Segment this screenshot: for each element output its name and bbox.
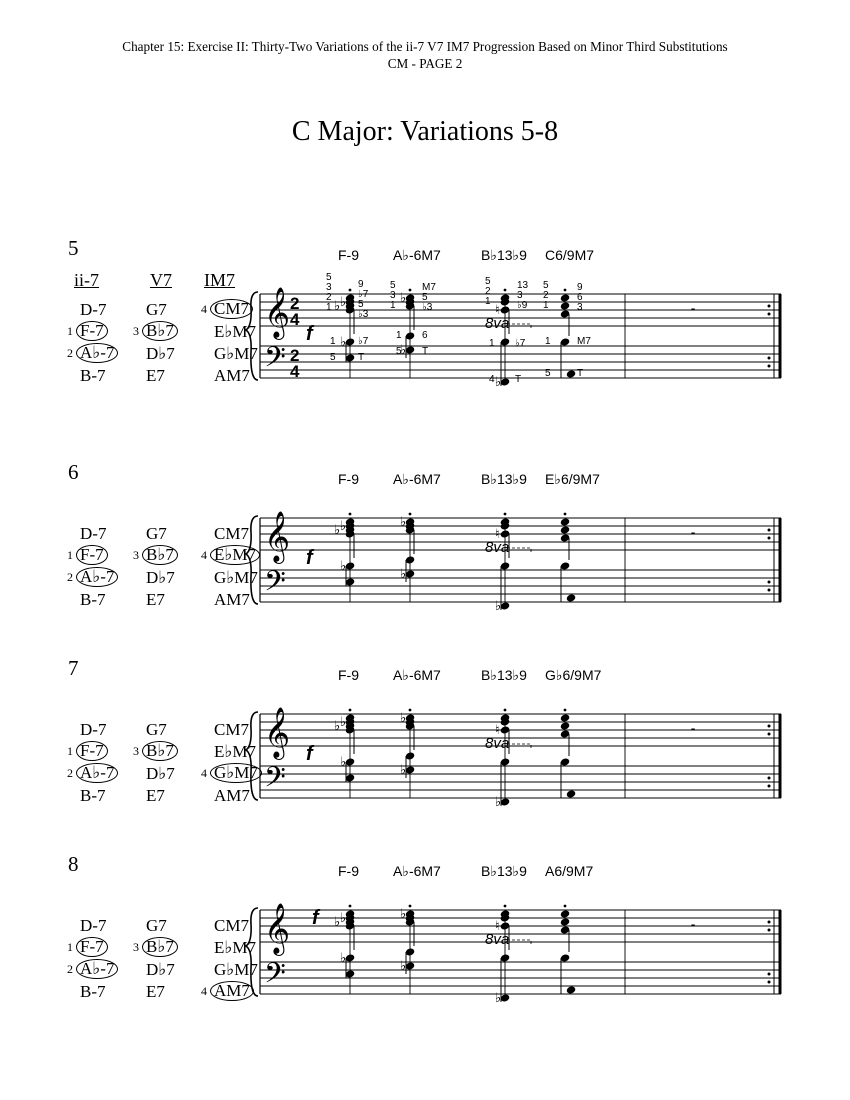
fingering-number: 1 xyxy=(545,336,551,347)
chord-tone-label: M7 xyxy=(577,336,591,347)
progression-cell: B-7 xyxy=(80,366,106,385)
fingering-number: 5 xyxy=(390,280,396,291)
notehead xyxy=(560,517,571,526)
progression-cell: B-7 xyxy=(80,786,106,805)
staccato-dot xyxy=(504,709,507,712)
chord-tone-label: ♭3 xyxy=(358,309,369,320)
progression-cell: D-7 xyxy=(80,720,107,739)
progression-cell: F-7 xyxy=(76,321,108,341)
progression-cell: G♭M7 xyxy=(214,960,258,979)
repeat-dot xyxy=(768,777,771,780)
chord-symbol: A♭-6M7 xyxy=(393,247,441,263)
time-signature-bottom: 4 xyxy=(290,362,300,381)
fingering-number: 5 xyxy=(545,368,551,379)
repeat-dot xyxy=(768,313,771,316)
repeat-dot xyxy=(768,929,771,932)
chord-tone-label: ♭7 xyxy=(358,289,369,300)
substitution-order-number: 4 xyxy=(201,766,207,780)
accidental: ♭ xyxy=(495,374,502,389)
ottava-marking: 8va xyxy=(485,931,510,948)
accidental: ♭ xyxy=(334,522,341,537)
fingering-number: 1 xyxy=(330,336,336,347)
repeat-dot xyxy=(768,973,771,976)
notehead xyxy=(566,593,577,602)
fingering-number: 5 xyxy=(326,272,332,283)
chord-symbol: B♭13♭9 xyxy=(481,247,527,263)
progression-cell: E7 xyxy=(146,982,165,1001)
substitution-order-number: 2 xyxy=(67,766,73,780)
progression-cell: E7 xyxy=(146,786,165,805)
dynamic-forte: f xyxy=(306,547,313,569)
accidental: ♭ xyxy=(334,298,341,313)
accidental: ♭ xyxy=(495,794,502,809)
progression-cell: G♭M7 xyxy=(210,763,262,783)
dynamic-forte: f xyxy=(312,907,319,929)
repeat-dot xyxy=(768,921,771,924)
grand-staff xyxy=(250,852,790,1022)
chord-symbol: F-9 xyxy=(338,667,359,683)
staccato-dot xyxy=(349,513,352,516)
accidental: ♭ xyxy=(400,906,407,921)
page-title: C Major: Variations 5-8 xyxy=(291,116,559,147)
ottava-marking: 8va xyxy=(485,539,510,556)
variation-number: 6 xyxy=(68,460,79,484)
accidental: ♭ xyxy=(334,718,341,733)
accidental: ♭ xyxy=(400,342,407,357)
accidental: ♭ xyxy=(400,514,407,529)
progression-cell: E♭M7 xyxy=(214,742,257,761)
chord-symbol: A6/9M7 xyxy=(545,863,594,879)
fingering-number: 4 xyxy=(489,374,495,385)
chord-symbol: F-9 xyxy=(338,863,359,879)
repeat-dot xyxy=(768,357,771,360)
accidental: ♭ xyxy=(340,518,347,533)
ottava-marking: 8va xyxy=(485,315,510,332)
accidental: ♭ xyxy=(340,714,347,729)
chord-symbol: B♭13♭9 xyxy=(481,863,527,879)
staccato-dot xyxy=(564,905,567,908)
progression-cell: AM7 xyxy=(214,590,250,609)
half-rest-icon: 𝄼 xyxy=(690,723,697,740)
substitution-order-number: 3 xyxy=(133,940,139,954)
substitution-order-number: 2 xyxy=(67,346,73,360)
chord-symbol: G♭6/9M7 xyxy=(545,667,602,683)
progression-cell: G♭M7 xyxy=(214,344,258,363)
accidental: ♭ xyxy=(400,710,407,725)
chord-symbol: A♭-6M7 xyxy=(393,863,441,879)
column-header: V7 xyxy=(150,270,172,290)
progression-cell: E7 xyxy=(146,590,165,609)
fingering-number: 5 xyxy=(485,276,491,287)
staccato-dot xyxy=(409,513,412,516)
chord-tone-label: 3 xyxy=(577,302,583,313)
chord-symbol: B♭13♭9 xyxy=(481,471,527,487)
progression-cell: CM7 xyxy=(214,524,249,543)
progression-cell: D-7 xyxy=(80,300,107,319)
repeat-dot xyxy=(768,581,771,584)
repeat-dot xyxy=(768,785,771,788)
progression-cell: B♭7 xyxy=(142,741,178,761)
progression-cell: E♭M7 xyxy=(214,322,257,341)
notehead xyxy=(560,917,571,926)
variation-number: 7 xyxy=(68,656,79,680)
substitution-order-number: 1 xyxy=(67,548,73,562)
chord-symbol: A♭-6M7 xyxy=(393,667,441,683)
staccato-dot xyxy=(564,709,567,712)
accidental: ♮ xyxy=(495,722,500,737)
accidental: ♮ xyxy=(495,918,500,933)
fingering-number: 1 xyxy=(390,300,396,311)
notehead xyxy=(566,789,577,798)
progression-cell: B-7 xyxy=(80,590,106,609)
notehead xyxy=(560,909,571,918)
fingering-number: 1 xyxy=(543,300,549,311)
progression-cell: D♭7 xyxy=(146,960,175,979)
staccato-dot xyxy=(504,289,507,292)
repeat-dot xyxy=(768,725,771,728)
chord-tone-label: 5 xyxy=(422,292,428,303)
notehead xyxy=(560,721,571,730)
progression-cell: A♭-7 xyxy=(76,567,118,587)
accidental: ♭ xyxy=(400,762,407,777)
treble-clef-icon: 𝄞 xyxy=(264,708,291,757)
fingering-number: 2 xyxy=(326,292,332,303)
progression-cell: B♭7 xyxy=(142,321,178,341)
repeat-dot xyxy=(768,365,771,368)
progression-cell: B♭7 xyxy=(142,545,178,565)
notehead xyxy=(566,985,577,994)
staccato-dot xyxy=(409,289,412,292)
progression-cell: G7 xyxy=(146,524,167,543)
substitution-order-number: 4 xyxy=(201,984,207,998)
chord-tone-label: T xyxy=(422,346,429,357)
progression-cell: G7 xyxy=(146,300,167,319)
substitution-order-number: 1 xyxy=(67,324,73,338)
progression-cell: D♭7 xyxy=(146,344,175,363)
fingering-number: 3 xyxy=(390,290,396,301)
progression-cell: D-7 xyxy=(80,524,107,543)
half-rest-icon: 𝄼 xyxy=(690,919,697,936)
chord-tone-label: 13 xyxy=(517,280,529,291)
repeat-dot xyxy=(768,305,771,308)
repeat-dot xyxy=(768,589,771,592)
progression-cell: A♭-7 xyxy=(76,343,118,363)
progression-cell: F-7 xyxy=(76,937,108,957)
bass-clef-icon: 𝄢 xyxy=(264,566,286,604)
progression-cell: G7 xyxy=(146,720,167,739)
repeat-dot xyxy=(768,981,771,984)
fingering-number: 5 xyxy=(330,352,336,363)
substitution-order-number: 4 xyxy=(201,548,207,562)
chord-tone-label: 6 xyxy=(577,292,583,303)
treble-clef-icon: 𝄞 xyxy=(264,904,291,953)
progression-cell: G7 xyxy=(146,916,167,935)
progression-cell: F-7 xyxy=(76,545,108,565)
accidental: ♭ xyxy=(400,566,407,581)
page-header xyxy=(0,38,850,72)
fingering-number: 3 xyxy=(326,282,332,293)
progression-cell: A♭-7 xyxy=(76,763,118,783)
chord-symbol: F-9 xyxy=(338,247,359,263)
staccato-dot xyxy=(564,289,567,292)
dynamic-forte: f xyxy=(306,323,313,345)
treble-clef-icon: 𝄞 xyxy=(264,512,291,561)
chord-tone-label: T xyxy=(358,352,365,363)
chord-tone-label: ♭7 xyxy=(358,336,369,347)
variation-number: 5 xyxy=(68,236,79,260)
staccato-dot xyxy=(504,513,507,516)
chord-symbol: F-9 xyxy=(338,471,359,487)
chord-tone-label: 9 xyxy=(358,279,364,290)
bass-clef-icon: 𝄢 xyxy=(264,762,286,800)
ottava-marking: 8va xyxy=(485,735,510,752)
bass-clef-icon: 𝄢 xyxy=(264,958,286,996)
column-header: IM7 xyxy=(204,270,235,290)
accidental: ♭ xyxy=(340,950,347,965)
repeat-dot xyxy=(768,529,771,532)
grand-staff xyxy=(250,236,790,406)
staccato-dot xyxy=(409,905,412,908)
accidental: ♭ xyxy=(340,294,347,309)
progression-cell: E♭M7 xyxy=(210,545,260,565)
grand-staff xyxy=(250,460,790,630)
substitution-order-number: 1 xyxy=(67,744,73,758)
progression-cell: AM7 xyxy=(210,981,254,1001)
progression-cell: D♭7 xyxy=(146,568,175,587)
progression-cell: CM7 xyxy=(214,916,249,935)
progression-cell: B♭7 xyxy=(142,937,178,957)
accidental: ♭ xyxy=(340,334,347,349)
time-signature-top: 2 xyxy=(290,346,300,365)
progression-cell: F-7 xyxy=(76,741,108,761)
staccato-dot xyxy=(349,289,352,292)
accidental: ♭ xyxy=(495,598,502,613)
accidental: ♭ xyxy=(340,754,347,769)
half-rest-icon: 𝄼 xyxy=(690,527,697,544)
fingering-number: 1 xyxy=(485,296,491,307)
chord-symbol: A♭-6M7 xyxy=(393,471,441,487)
staccato-dot xyxy=(504,905,507,908)
notehead xyxy=(560,293,571,302)
accidental: ♭ xyxy=(334,914,341,929)
progression-cell: AM7 xyxy=(214,366,250,385)
time-signature-bottom: 4 xyxy=(290,310,300,329)
substitution-order-number: 4 xyxy=(201,302,207,316)
fingering-number: 1 xyxy=(396,330,402,341)
variation-6 xyxy=(0,460,850,660)
progression-cell: CM7 xyxy=(210,299,253,319)
chord-tone-label: ♭3 xyxy=(422,302,433,313)
chord-symbol: B♭13♭9 xyxy=(481,667,527,683)
fingering-number: 5 xyxy=(396,346,402,357)
column-header: ii-7 xyxy=(74,270,99,290)
notehead xyxy=(560,525,571,534)
chord-tone-label: 6 xyxy=(422,330,428,341)
header-chapter-line: Chapter 15: Exercise II: Thirty-Two Variations of the ii-7 V7 IM7 Progression Based on Minor Third Substitutions xyxy=(122,39,728,54)
fingering-number: 1 xyxy=(326,302,332,313)
variation-5 xyxy=(0,236,850,436)
chord-tone-label: 9 xyxy=(577,282,583,293)
substitution-order-number: 2 xyxy=(67,570,73,584)
notehead xyxy=(560,713,571,722)
progression-cell: B-7 xyxy=(80,982,106,1001)
variation-7 xyxy=(0,656,850,856)
substitution-order-number: 1 xyxy=(67,940,73,954)
staccato-dot xyxy=(409,709,412,712)
notehead xyxy=(560,301,571,310)
dynamic-forte: f xyxy=(306,743,313,765)
substitution-order-number: 3 xyxy=(133,324,139,338)
chord-tone-label: T xyxy=(515,374,522,385)
substitution-order-number: 3 xyxy=(133,744,139,758)
progression-cell: E♭M7 xyxy=(214,938,257,957)
fingering-number: 5 xyxy=(543,280,549,291)
staccato-dot xyxy=(349,709,352,712)
grand-staff xyxy=(250,656,790,826)
variation-number: 8 xyxy=(68,852,79,876)
progression-cell: G♭M7 xyxy=(214,568,258,587)
chord-tone-label: 3 xyxy=(517,290,523,301)
half-rest-icon: 𝄼 xyxy=(690,303,697,320)
accidental: ♭ xyxy=(495,990,502,1005)
chord-symbol: E♭6/9M7 xyxy=(545,471,600,487)
substitution-order-number: 3 xyxy=(133,548,139,562)
fingering-number: 2 xyxy=(485,286,491,297)
progression-cell: AM7 xyxy=(214,786,250,805)
header-page-line: CM - PAGE 2 xyxy=(387,56,463,71)
accidental: ♮ xyxy=(495,302,500,317)
substitution-order-number: 2 xyxy=(67,962,73,976)
repeat-dot xyxy=(768,537,771,540)
progression-cell: D♭7 xyxy=(146,764,175,783)
chord-tone-label: M7 xyxy=(422,282,436,293)
accidental: ♭ xyxy=(340,910,347,925)
time-signature-top: 2 xyxy=(290,294,300,313)
repeat-dot xyxy=(768,733,771,736)
fingering-number: 1 xyxy=(489,338,495,349)
accidental: ♭ xyxy=(400,958,407,973)
variation-8 xyxy=(0,852,850,1052)
progression-cell: E7 xyxy=(146,366,165,385)
progression-cell: A♭-7 xyxy=(76,959,118,979)
notehead xyxy=(566,369,577,378)
staccato-dot xyxy=(564,513,567,516)
staccato-dot xyxy=(349,905,352,908)
chord-tone-label: ♭9 xyxy=(517,300,528,311)
chord-tone-label: ♭7 xyxy=(515,338,526,349)
bass-clef-icon: 𝄢 xyxy=(264,342,286,380)
chord-tone-label: 5 xyxy=(358,299,364,310)
fingering-number: 2 xyxy=(543,290,549,301)
accidental: ♭ xyxy=(340,558,347,573)
treble-clef-icon: 𝄞 xyxy=(264,288,291,337)
chord-symbol: C6/9M7 xyxy=(545,247,595,263)
progression-cell: CM7 xyxy=(214,720,249,739)
chord-tone-label: T xyxy=(577,368,584,379)
progression-cell: D-7 xyxy=(80,916,107,935)
accidental: ♭ xyxy=(400,290,407,305)
accidental: ♮ xyxy=(495,526,500,541)
